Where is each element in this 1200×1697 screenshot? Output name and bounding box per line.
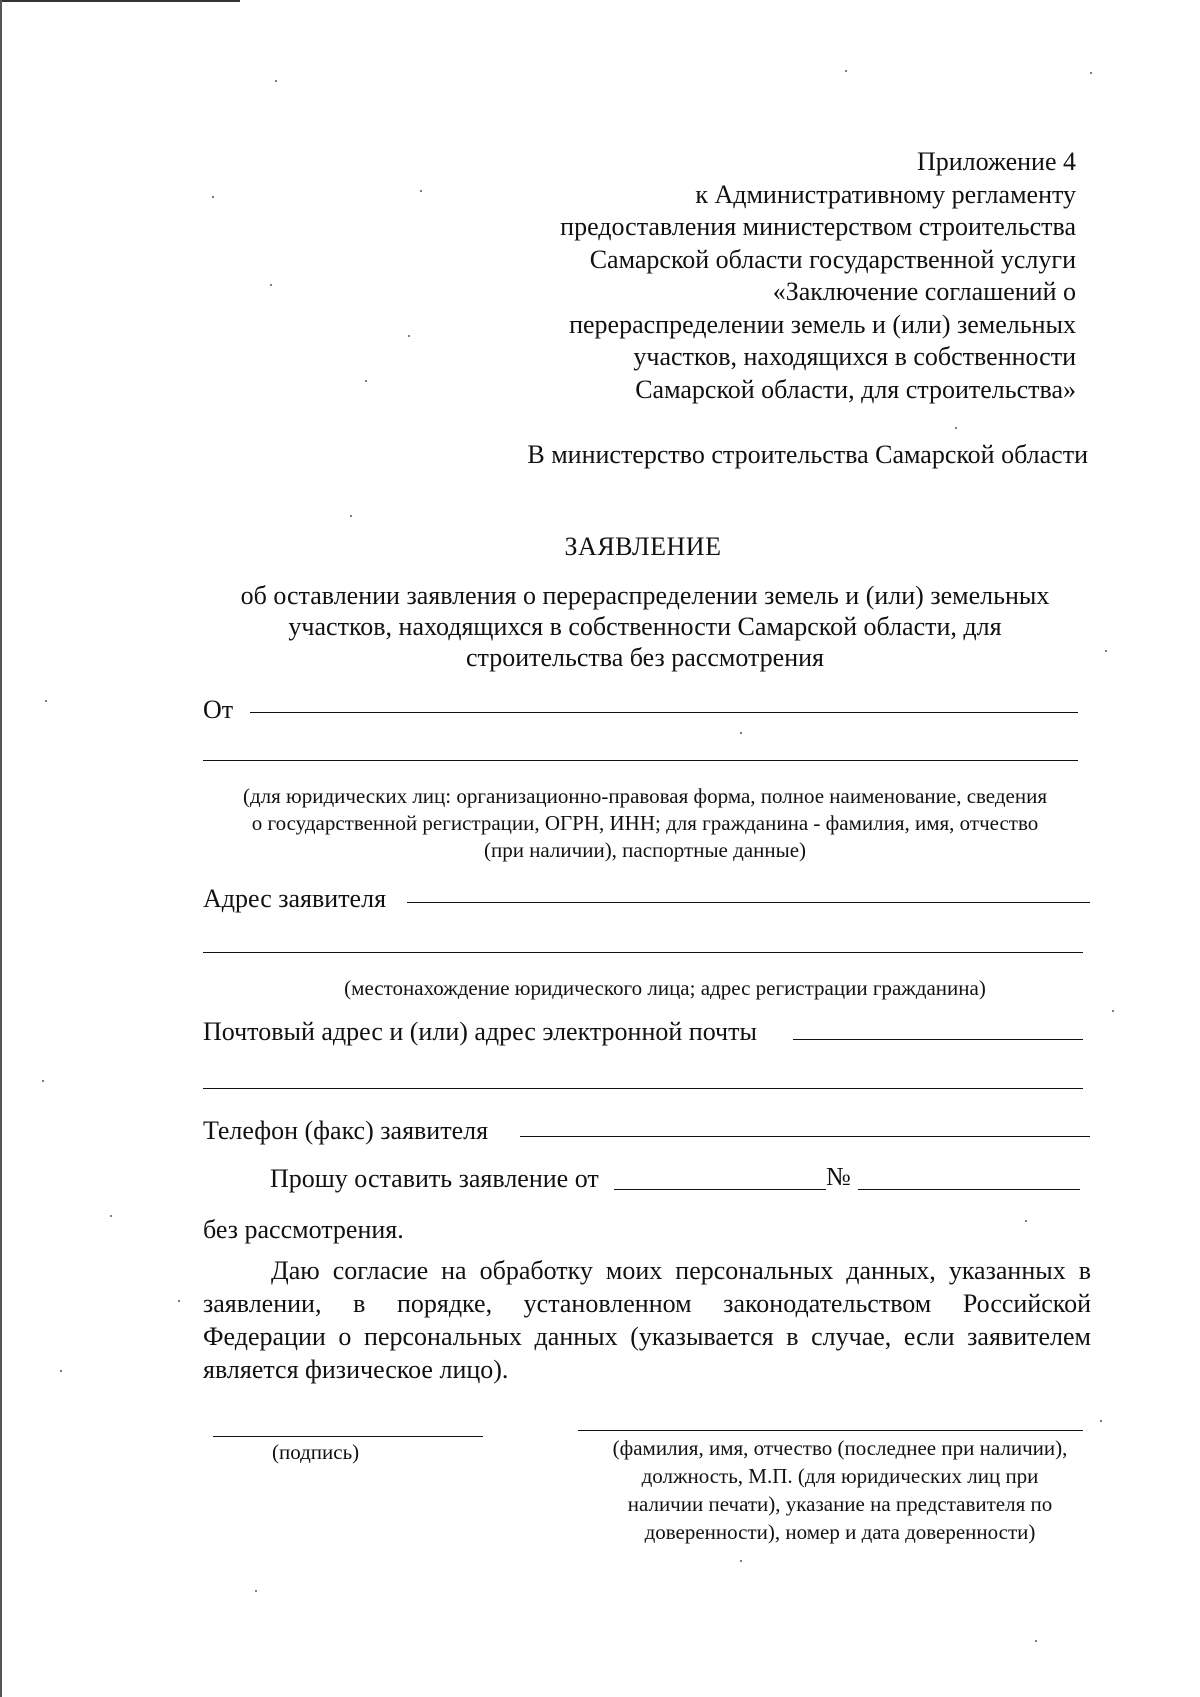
scan-speck	[255, 1590, 257, 1592]
scan-speck	[178, 1300, 180, 1302]
appendix-line: предоставления министерством строительства	[560, 212, 1076, 241]
name-note	[560, 1434, 1120, 1546]
address-label: Адрес заявителя	[203, 884, 387, 913]
name-note-line: наличии печати), указание на представителя по	[627, 1492, 1053, 1516]
subtitle-line: участков, находящихся в собственности Самарской области, для	[288, 612, 1002, 641]
scan-edge-left	[0, 0, 2, 1697]
note-line: (при наличии), паспортные данные)	[483, 838, 807, 862]
request-prefix: Прошу оставить заявление от	[270, 1164, 599, 1193]
scan-speck	[365, 380, 367, 382]
address-field-note: (местонахождение юридического лица; адрес регистрации гражданина)	[344, 976, 986, 1000]
scan-speck	[955, 427, 957, 429]
scan-speck	[740, 1560, 742, 1562]
from-label: От	[203, 695, 234, 724]
name-line[interactable]	[578, 1430, 1083, 1431]
request-number-line[interactable]	[858, 1189, 1080, 1190]
name-note-line: (фамилия, имя, отчество (последнее при наличии),	[612, 1436, 1068, 1460]
appendix-line: Самарской области, для строительства»	[635, 374, 1076, 404]
scan-speck	[42, 1080, 44, 1082]
scan-speck	[110, 1215, 112, 1217]
phone-label: Телефон (факс) заявителя	[203, 1116, 489, 1145]
postal-input-line-2[interactable]	[203, 1088, 1083, 1089]
scan-speck	[1100, 1420, 1102, 1422]
scan-speck	[1025, 1220, 1027, 1222]
from-input-line-2[interactable]	[203, 760, 1078, 761]
postal-label: Почтовый адрес и (или) адрес электронной почты	[203, 1017, 757, 1046]
consent-paragraph: Даю согласие на обработку моих персональных данных, указанных в заявлении, в порядке, установленном законодательством Российской Федерации о персональных данных (указывается в случае, если заявителем является физическое лицо).	[203, 1256, 1091, 1384]
scan-speck	[1112, 1010, 1114, 1012]
phone-input-line[interactable]	[520, 1136, 1090, 1137]
scan-speck	[270, 284, 272, 286]
appendix-header	[376, 146, 1076, 406]
appendix-line: Приложение 4	[916, 147, 1076, 176]
request-date-line[interactable]	[614, 1189, 826, 1190]
subtitle-line: строительства без рассмотрения	[466, 643, 824, 672]
appendix-line: к Административному регламенту	[695, 179, 1076, 209]
address-input-line-2[interactable]	[203, 952, 1083, 953]
scan-speck	[1090, 72, 1092, 74]
appendix-line: Самарской области государственной услуги	[589, 244, 1076, 274]
note-line: (для юридических лиц: организационно-правовая форма, полное наименование, сведения	[242, 784, 1047, 808]
from-field-note	[195, 783, 1095, 864]
from-input-line[interactable]	[250, 712, 1078, 713]
name-note-line: должность, М.П. (для юридических лиц при	[641, 1464, 1039, 1488]
appendix-line: «Заключение соглашений о	[772, 277, 1076, 306]
request-suffix: без рассмотрения.	[203, 1215, 404, 1244]
document-title: ЗАЯВЛЕНИЕ	[564, 532, 722, 561]
appendix-line: участков, находящихся в собственности	[633, 342, 1076, 371]
name-note-line: доверенности), номер и дата доверенности)	[644, 1520, 1036, 1544]
scan-speck	[275, 80, 277, 82]
postal-input-line[interactable]	[793, 1039, 1083, 1040]
appendix-line: перераспределении земель и (или) земельных	[569, 309, 1076, 339]
note-line: о государственной регистрации, ОГРН, ИНН; для гражданина - фамилия, имя, отчество	[251, 811, 1039, 835]
addressee: В министерство строительства Самарской области	[527, 440, 1088, 469]
subtitle-line: об оставлении заявления о перераспределении земель и (или) земельных	[240, 581, 1050, 610]
address-input-line[interactable]	[407, 902, 1090, 903]
signature-label: (подпись)	[272, 1440, 360, 1464]
scan-speck	[1035, 1640, 1037, 1642]
scan-speck	[212, 196, 214, 198]
scan-speck	[1105, 650, 1107, 652]
scan-speck	[845, 70, 847, 72]
number-sign: №	[826, 1162, 851, 1191]
scan-speck	[45, 700, 47, 702]
signature-line[interactable]	[213, 1436, 483, 1437]
scan-speck	[350, 515, 352, 517]
scan-speck	[740, 732, 742, 734]
scan-edge-top	[0, 0, 240, 2]
scan-speck	[60, 1370, 62, 1372]
document-subtitle	[220, 580, 1070, 673]
